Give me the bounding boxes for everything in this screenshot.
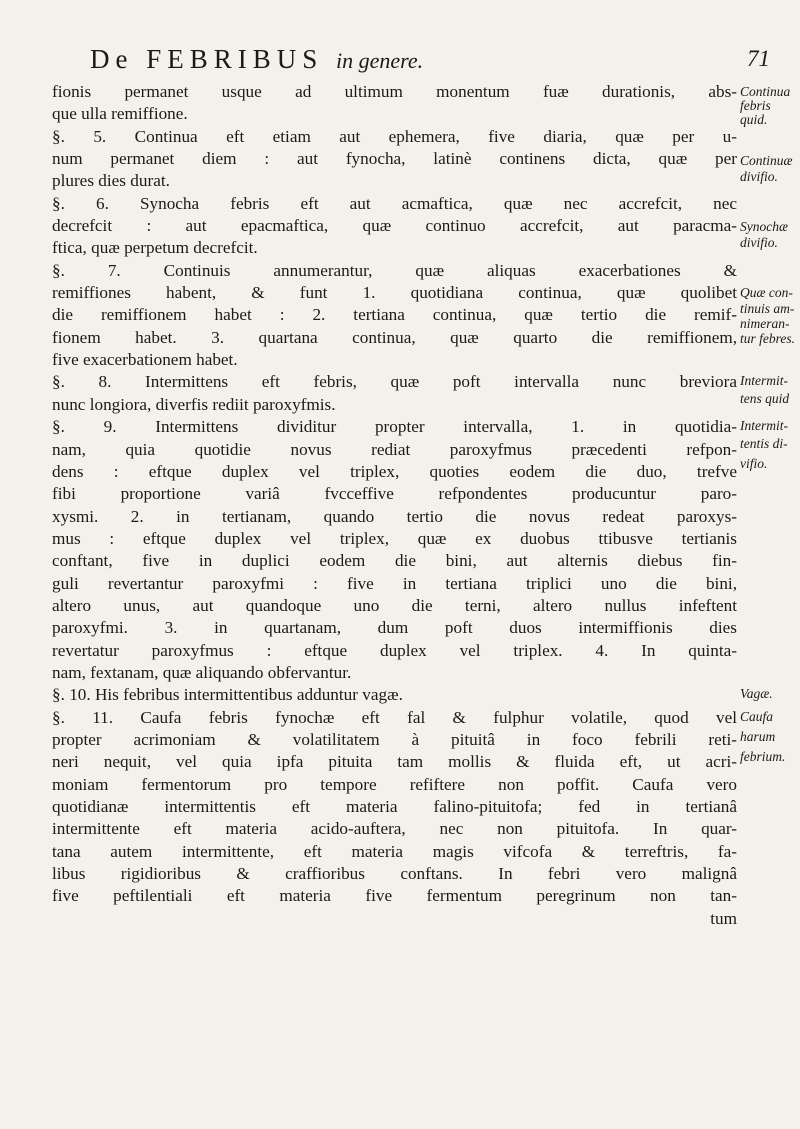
text-line: five peftilentiali eft materia five fermentum peregrinum non tan- — [52, 886, 737, 906]
text-line: §. 9. Intermittens dividitur propter intervalla, 1. in quotidia- — [52, 417, 737, 437]
text-line: fibi proportione variâ fvcceffive refpondentes producuntur paro- — [52, 484, 737, 504]
text-line: intermittente eft materia acido-auftera, nec non pituitofa. In quar- — [52, 819, 737, 839]
page-number: 71 — [747, 46, 770, 71]
margin-note: Continuæ — [740, 154, 793, 168]
text-line: §. 10. His febribus intermittentibus adduntur vagæ. — [52, 685, 403, 705]
text-line: plures dies durat. — [52, 171, 170, 191]
text-line: five exacerbationem habet. — [52, 350, 238, 370]
margin-note: tinuis am- — [740, 302, 795, 316]
text-line: fionem habet. 3. quartana continua, quæ quarto die remiffionem, — [52, 327, 737, 347]
text-line: neri nequit, vel quia ipfa pituita tam mollis & fluida eft, ut acri- — [52, 752, 737, 772]
text-line: remiffiones habent, & funt 1. quotidiana continua, quæ quolibet — [52, 283, 737, 303]
text-line: §. 6. Synocha febris eft aut acmaftica, quæ nec accrefcit, nec — [52, 193, 737, 213]
text-line: quotidianæ intermittentis eft materia falino-pituitofa; fed in tertianâ — [52, 797, 737, 816]
margin-note: Synochæ — [740, 220, 788, 234]
margin-note: nimeran- — [740, 317, 790, 331]
text-line: revertatur paroxyfmus : eftque duplex vel triplex. 4. In quinta- — [52, 640, 737, 660]
text-line: §. 7. Continuis annumerantur, quæ aliquas exacerbationes & — [52, 260, 737, 280]
text-line: moniam fermentorum pro tempore refiftere non poffit. Caufa vero — [52, 774, 737, 794]
text-line: tana autem intermittente, eft materia magis vifcofa & terreftris, fa- — [52, 841, 737, 861]
text-line: die remiffionem habet : 2. tertiana continua, quæ tertio die remif- — [52, 305, 737, 325]
text-line: paroxyfmi. 3. in quartanam, dum poft duos intermiffionis dies — [52, 618, 737, 638]
text-line: §. 8. Intermittens eft febris, quæ poft intervalla nunc breviora — [52, 372, 737, 392]
margin-note: Intermit- — [740, 419, 788, 433]
text-line: §. 5. Continua eft etiam aut ephemera, five diaria, quæ per u- — [52, 126, 737, 146]
text-line: nam, fextanam, quæ aliquando obfervantur. — [52, 662, 352, 682]
margin-note: tentis di- — [740, 437, 788, 451]
body-text — [52, 81, 737, 930]
text-line: nunc longiora, diverfis rediit paroxyfmis. — [52, 394, 336, 414]
margin-note: Intermit- — [740, 374, 788, 388]
text-line: que ulla remiffione. — [52, 104, 188, 124]
margin-note: harum — [740, 730, 776, 744]
text-line: nam, quia quotidie novus rediat paroxyfmus præcedenti refpon- — [52, 439, 737, 459]
running-title-italic: in genere. — [336, 48, 424, 73]
margin-note: febris — [740, 99, 771, 113]
margin-note: Caufa — [740, 710, 774, 724]
margin-note: divifio. — [740, 236, 778, 250]
text-line: mus : eftque duplex vel triplex, quæ ex duobus ttibusve tertianis — [52, 528, 737, 548]
text-line: num permanet diem : aut fynocha, latinè continens dicta, quæ per — [52, 149, 737, 169]
text-line: libus rigidioribus & craffioribus conftans. In febri vero malignâ — [52, 864, 737, 884]
text-line: dens : eftque duplex vel triplex, quoties eodem die duo, trefve — [52, 461, 737, 481]
text-line: propter acrimoniam & volatilitatem à pituitâ in foco febrili reti- — [52, 729, 737, 749]
text-line: altero unus, aut quandoque uno die terni, altero nullus infeftent — [52, 595, 737, 615]
text-line: ftica, quæ perpetum decrefcit. — [52, 238, 258, 258]
running-title-main: De FEBRIBUS — [90, 44, 324, 74]
text-line: conftant, five in duplici eodem die bini, aut alternis diebus fin- — [52, 551, 737, 571]
catchword: tum — [710, 908, 737, 928]
text-line: guli revertantur paroxyfmi : five in tertiana triplici uno die bini, — [52, 573, 737, 593]
text-line: §. 11. Caufa febris fynochæ eft fal & fulphur volatile, quod vel — [52, 707, 737, 727]
text-line: decrefcit : aut epacmaftica, quæ continuo accrefcit, aut paracma- — [52, 216, 737, 236]
margin-note: quid. — [740, 113, 768, 127]
margin-note: Continua — [740, 85, 791, 99]
margin-note: divifio. — [740, 170, 778, 184]
text-line: fionis permanet usque ad ultimum monentum fuæ durationis, abs- — [52, 82, 737, 101]
running-header — [90, 44, 770, 84]
margin-note: Quæ con- — [740, 286, 793, 300]
margin-note: tur febres. — [740, 332, 795, 346]
text-line: xysmi. 2. in tertianam, quando tertio die novus redeat paroxys- — [52, 506, 737, 526]
margin-note: febrium. — [740, 750, 786, 764]
margin-note: Vagæ. — [740, 687, 773, 701]
margin-note: tens quid — [740, 392, 790, 406]
margin-note: vifio. — [740, 457, 768, 471]
running-title — [90, 44, 423, 75]
